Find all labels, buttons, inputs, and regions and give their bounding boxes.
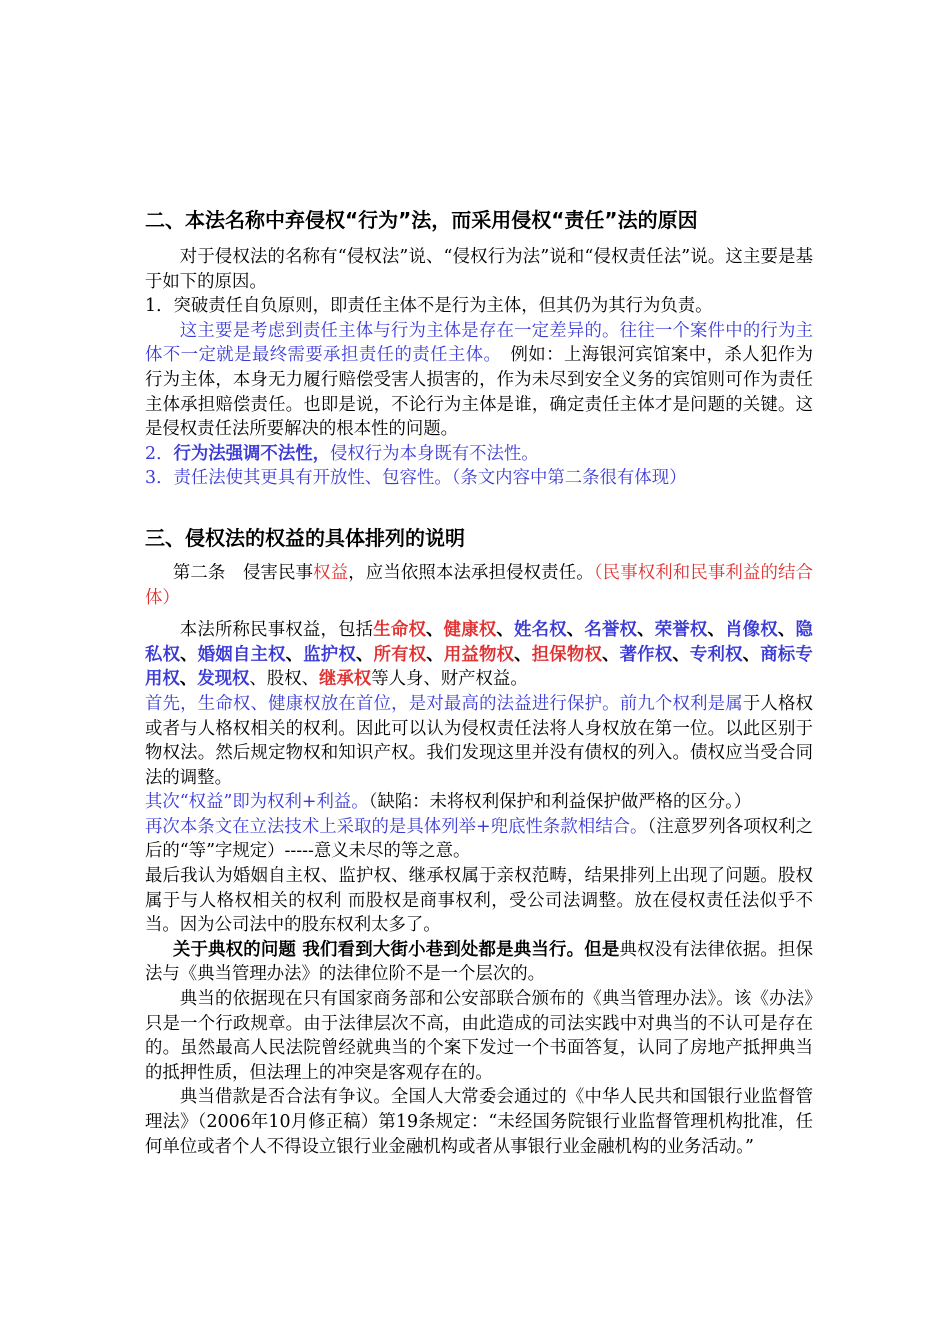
article-2-middle: ，应当依照本法承担侵权责任。 <box>348 562 594 583</box>
section-2-intro: 对于侵权法的名称有“侵权法”说、“侵权行为法”说和“侵权责任法”说。这主要是基于如下的原因。 <box>145 247 813 292</box>
dian-paragraph-2: 典当的依据现在只有国家商务部和公安部联合颁布的《典当管理办法》。该《办法》只是一个行政规章。由于法律层次不高，由此造成的司法实践中对典当的不认可是存在的。虽然最高人民法院曾经就典当的个案下发过一个书面答复，认同了房地产抵押典当的抵押性质，但法理上的冲突是客观存在的。 <box>145 989 813 1083</box>
right-honor: 荣誉权 <box>654 620 708 641</box>
rights-list-end: 等人身、财产权益。 <box>371 669 528 690</box>
right-equity: 股权 <box>266 669 302 690</box>
right-guardianship: 监护权 <box>303 644 356 665</box>
second-point-paragraph <box>145 790 813 815</box>
article-2-lead: 第二条 侵害民事 <box>172 562 314 583</box>
sep: 、 <box>249 669 267 690</box>
second-point-blue: 其次“权益”即为权利+利益。 <box>145 792 369 813</box>
right-trademark: 商标专用权 <box>145 644 813 690</box>
sep: 、 <box>742 644 761 665</box>
sep: 、 <box>180 644 198 665</box>
right-portrait: 肖像权 <box>725 620 778 641</box>
sep: 、 <box>496 620 514 641</box>
right-discovery: 发现权 <box>197 669 250 690</box>
right-patent: 专利权 <box>689 644 743 665</box>
item-2-text: 侵权行为本身既有不法性。 <box>330 443 539 464</box>
section-3-heading: 三、侵权法的权益的具体排列的说明 <box>145 525 465 550</box>
sep: 、 <box>514 644 532 665</box>
right-marriage: 婚姻自主权 <box>197 644 286 665</box>
section-spacer <box>145 491 813 523</box>
right-security: 担保物权 <box>531 644 603 665</box>
third-point-paragraph <box>145 815 813 864</box>
item-2-number: 2． <box>145 443 174 464</box>
third-point-blue: 再次本条文在立法技术上采取的是具体列举+兜底性条款相结合。 <box>145 816 648 837</box>
right-usufruct: 用益物权 <box>443 644 515 665</box>
sep: 、 <box>777 620 796 641</box>
first-point-blue: 首先，生命权、健康权放在首位，是对最高的法益进行保护。前九个权利是属 <box>145 693 743 714</box>
paragraph-spacer <box>145 610 813 618</box>
sep: 、 <box>301 669 319 690</box>
right-name: 姓名权 <box>514 620 567 641</box>
dian-rest-text: 典权没有法律依据。担保法与《典当管理办法》的法律位阶不是一个层次的。 <box>145 939 813 985</box>
sep: 、 <box>707 620 726 641</box>
sep: 、 <box>566 620 585 641</box>
first-point-rest: 于人格权或者与人格权相关的权利。因此可以认为侵权责任法将人身权放在第一位。以此区别于物权法。然后规定物权和知识产权。我们发现这里并没有债权的列入。债权应当受合同法的调整。 <box>145 693 813 788</box>
document-page <box>145 205 813 1159</box>
right-ownership: 所有权 <box>373 644 427 665</box>
right-copyright: 著作权 <box>619 644 673 665</box>
item-2-bold-text: 行为法强调不法性， <box>173 443 330 464</box>
section-2-item-2 <box>145 442 813 467</box>
rights-list-lead: 本法所称民事权益，包括 <box>179 620 374 641</box>
last-point-paragraph: 最后我认为婚姻自主权、监护权、继承权属于亲权范畴，结果排列上出现了问题。股权属于与人格权相关的权利 而股权是商事权利，受公司法调整。放在侵权责任法似乎不当。因为公司法中的股东权利太多了。 <box>145 866 813 936</box>
section-2-item-1: 1．突破责任自负原则，即责任主体不是行为主体，但其仍为其行为负责。 <box>145 296 713 317</box>
rights-list-paragraph <box>145 618 813 692</box>
sep: 、 <box>285 644 304 665</box>
article-2-red-term: 权益 <box>313 562 349 583</box>
section-2-heading: 二、本法名称中弃侵权“行为”法，而采用侵权“责任”法的原因 <box>145 208 698 232</box>
section-2-item-3: 3．责任法使其更具有开放性、包容性。（条文内容中第二条很有体现） <box>145 468 687 489</box>
item-1-blue-text: 这主要是考虑到责任主体与行为主体是存在一定差异的。往往一个案件中的行为主体不一定就是最终需要承担责任的责任主体。 <box>145 320 813 366</box>
dian-paragraph-3: 典当借款是否合法有争议。全国人大常委会通过的《中华人民共和国银行业监督管理法》（2006年10月修正稿）第19条规定：“未经国务院银行业监督管理机构批准，任何单位或者个人不得设立银行业金融机构或者从事银行业金融机构的业务活动。” <box>145 1087 813 1157</box>
sep: 、 <box>602 644 620 665</box>
sep: 、 <box>355 644 374 665</box>
third-point-rest: （注意罗列各项权利之后的“等”字规定）-----意义未尽的等之意。 <box>145 816 813 862</box>
article-2-text <box>145 561 813 610</box>
sep: 、 <box>179 669 198 690</box>
sep: 、 <box>672 644 690 665</box>
sep: 、 <box>426 644 444 665</box>
right-health: 健康权 <box>443 620 497 641</box>
dian-paragraph-1 <box>145 938 813 987</box>
right-inheritance: 继承权 <box>319 669 372 690</box>
item-1-example-text: 例如：上海银河宾馆案中，杀人犯作为行为主体，本身无力履行赔偿受害人损害的，作为未尽到安全义务的宾馆则可作为责任主体承担赔偿责任。也即是说，不论行为主体是谁，确定责任主体才是问题的关键。这是侵权责任法所要解决的根本性的问题。 <box>145 345 813 440</box>
sep: 、 <box>637 620 655 641</box>
right-life: 生命权 <box>373 620 427 641</box>
dian-bold-text: 关于典权的问题 我们看到大街小巷到处都是典当行。但是 <box>172 939 620 960</box>
sep: 、 <box>426 620 444 641</box>
right-privacy: 隐私权 <box>145 620 813 665</box>
section-2-item-1-explanation <box>145 319 813 442</box>
article-2-note: （民事权利和民事利益的结合体） <box>145 562 813 608</box>
right-reputation: 名誉权 <box>584 620 638 641</box>
second-point-rest: （缺陷：未将权利保护和利益保护做严格的区分。） <box>368 792 752 813</box>
first-point-paragraph <box>145 692 813 790</box>
